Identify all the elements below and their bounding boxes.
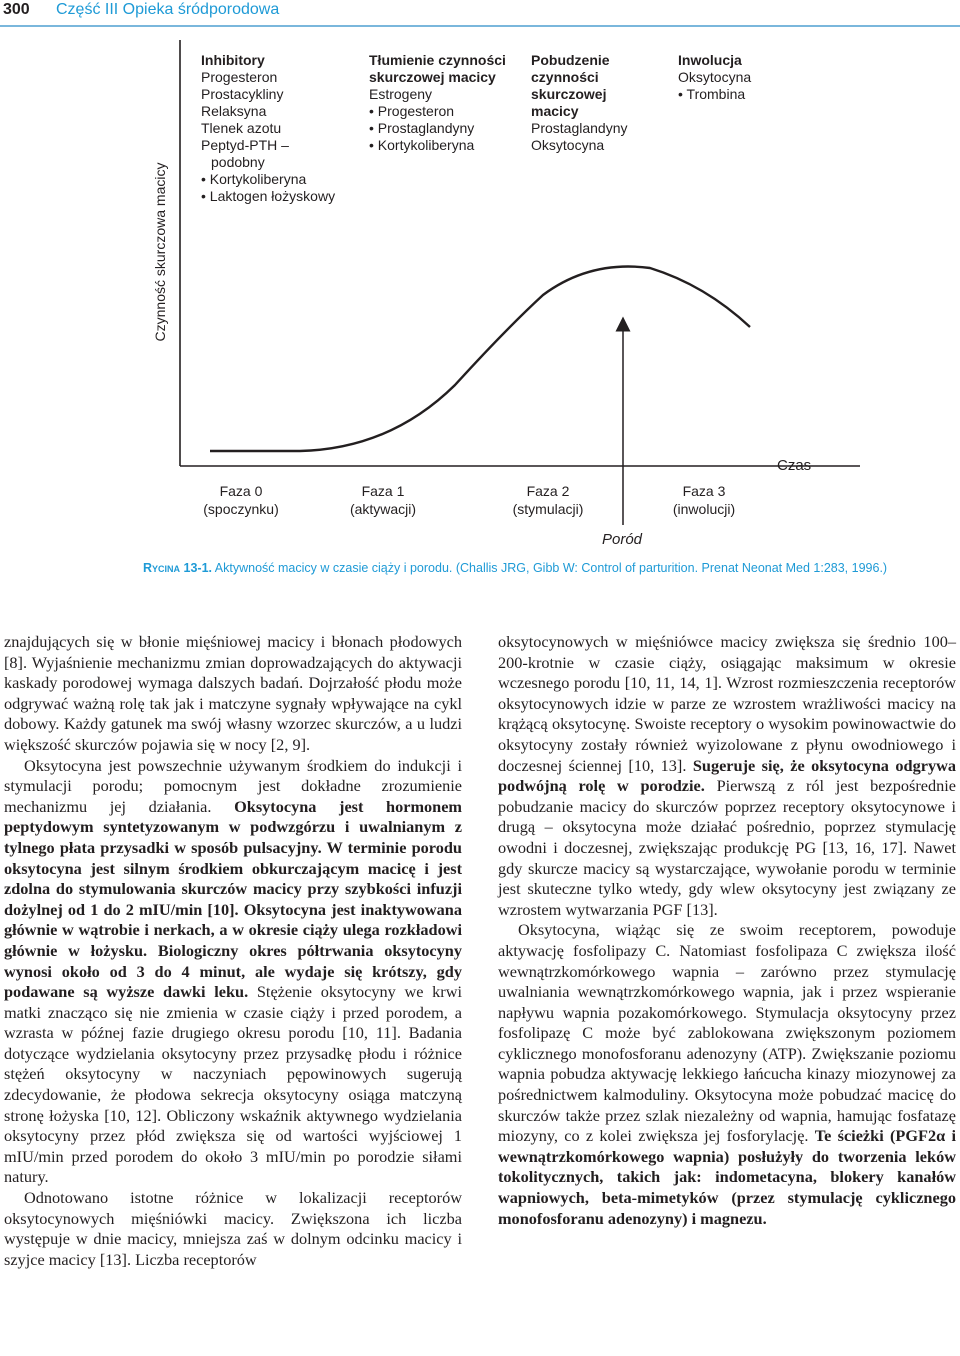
figure xyxy=(0,0,960,575)
phase-0 xyxy=(176,482,306,518)
paragraph: Oksytocyna, wiążąc się ze swoim receptorem, powoduje aktywację fosfolipazy C. Natomiast fosfolipaza C zwiększa ilość wewnątrzkomórkowego wapnia – zarówno przez stymulację uwalniania wewnątrzkomórkowego wapnia, jak i przez wspieranie napływu wapnia pozakomórkowego. Stymulacja oksytocyny przez fosfolipazę C może być zablokowana zwiększonym poziomem cyklicznego monofosforanu adenozyny (ATP). Zwiększanie poziomu wapnia pobudza aktywację lekkiego łańcucha kinazy miozynowej za pośrednictwem kalmoduliny. Oksytocyna może pobudzać macicę do skurczów także przez szlak niezależny od wapnia, hamując fosfatazę miozyny, co z kolei zwiększa jej fosforylację. Te ścieżki (PGF2α i wewnątrzkomórkowego wapnia) posłużyły do tworzenia leków tokolitycznych, takich jak: indometacyna, blokery kanałów wapniowych, beta-mimetyków (przez stymulację cyklicznego monofosforanu adenozyny) i magnezu. xyxy=(498,920,956,1228)
group-line: • Kortykoliberyna xyxy=(369,137,475,153)
group-title: Tłumienie czynności skurczowej macicy xyxy=(369,52,506,85)
right-column xyxy=(498,632,956,1229)
phase-desc: (aktywacji) xyxy=(349,501,417,517)
figure-caption xyxy=(143,561,887,575)
phase-2 xyxy=(483,482,613,518)
x-axis-label: Czas xyxy=(777,457,812,474)
activity-curve xyxy=(210,267,750,451)
group-line: Tlenek azotu xyxy=(201,120,282,136)
group-line: Peptyd-PTH – xyxy=(201,137,289,153)
group-line: • Prostaglandyny xyxy=(369,120,475,136)
group-line: Prostacykliny xyxy=(201,86,284,102)
part-title: Część III Opieka śródporodowa xyxy=(56,1,280,18)
phase-3 xyxy=(639,482,769,518)
phase-name: Faza 1 xyxy=(361,483,405,499)
group-line: • Trombina xyxy=(678,86,746,102)
group-title: Pobudzenie czynności skurczowej macicy xyxy=(531,52,610,119)
phase-name: Faza 2 xyxy=(526,483,570,499)
group-line: Progesteron xyxy=(201,69,278,85)
group-line: Relaksyna xyxy=(201,103,267,119)
group-line: • Laktogen łożyskowy xyxy=(201,188,336,204)
group-title: Inhibitory xyxy=(201,52,265,68)
group-involution xyxy=(678,52,751,103)
paragraph: znajdujących się w błonie mięśniowej macicy i błonach płodowych [8]. Wyjaśnienie mechanizmu zmian doprowadzających do aktywacji kaskady porodowej wymaga dalszych badań. Dojrzałość płodu może odgrywać ważną rolę tak jak i matczyne sygnały wpływające na cykl dobowy. Każdy gatunek ma swój własny wzorzec skurczów, a u ludzi większość skurczów pojawia się w nocy [2, 9]. xyxy=(4,632,462,754)
caption-text: Aktywność macicy w czasie ciąży i porodu. (Challis JRG, Gibb W: Control of parturition. Prenat Neonat Med 1:283, 1996.) xyxy=(214,561,888,575)
phase-name: Faza 3 xyxy=(682,483,726,499)
group-inhibitory xyxy=(201,52,335,205)
phase-1 xyxy=(318,482,448,518)
y-axis-label: Czynność skurczowa macicy xyxy=(152,162,168,342)
group-suppression xyxy=(369,52,529,154)
paragraph: Oksytocyna jest powszechnie używanym środkiem do indukcji i stymulacji porodu; pomocnym jest dokładne zrozumienie mechanizmu jej działania. Oksytocyna jest hormonem peptydowym syntetyzowanym w podwzgórzu i uwalnianym z tylnego płata przysadki w sposób pulsacyjny. W terminie porodu oksytocyna jest silnym środkiem obkurczającym macicę i jest zdolna do stymulowania skurczów macicy przy szybkości infuzji dożylnej od 1 do 2 mIU/min [10]. Oksytocyna jest inaktywowana głównie w wątrobie i nerkach, a w okresie ciąży ulega rozkładowi głównie w łożysku. Biologiczny okres półtrwania oksytocyny wynosi około od 3 do 4 minut, ale wydaje się krótszy, gdy podawane są wyższe dawki leku. Stężenie oksytocyny we krwi matki znacząco się nie zmienia w czasie ciąży i przed porodem, a wzrasta w późnej fazie drugiego okresu porodu [10, 11]. Badania dotyczące wydzielania oksytocyny przez przysadkę płodu i różnice stężeń oksytocyny w naczyniach pępowinowych sugerują zdecydowanie, że płodowa sekrecja oksytocyny osiąga matczyną stronę łożyska [10, 12]. Obliczony wskaźnik aktywnego wydzielania oksytocyny przez płód zwiększa się od wartości wyjściowej 1 mIU/min przed porodem do około 3 mIU/min po porodzie siłami natury. xyxy=(4,755,462,1187)
group-title: Inwolucja xyxy=(678,52,742,68)
birth-label: Poród xyxy=(602,531,643,548)
phase-desc: (inwolucji) xyxy=(672,501,736,517)
group-line: Oksytocyna xyxy=(678,69,752,85)
group-line: podobny xyxy=(211,154,265,170)
paragraph: oksytocynowych w mięśniówce macicy zwiększa się średnio 100–200-krotnie w czasie ciąży, osiągając maksimum w okresie wczesnego porodu [10, 11, 14, 1]. Wzrost rozmieszczenia receptorów oksytocynowych idzie w parze ze wzrostem wrażliwości macicy na krążącą oksytocynę. Swoiste receptory o wysokim powinowactwie do oksytocyny zostały również wyizolowane z płynu owodniowego i doczesnej ściennej [10, 13]. Sugeruje się, że oksytocyna odgrywa podwójną rolę w porodzie. Pierwszą z ról jest bezpośrednie pobudzanie macicy do skurczów poprzez receptory oksytocynowe i drugą – oksytocyna może działać pośrednio, poprzez stymulację owodni i doczesnej, zwiększając produkcję PG [13, 16, 17]. Nawet gdy skurcze macicy są wystarczające, wywołanie porodu w terminie jest skuteczne tylko wtedy, gdy wlew oksytocyny jest związany ze wzrostem wytwarzania PGF [13]. xyxy=(498,632,956,919)
group-line: Prostaglandyny xyxy=(531,120,628,136)
paragraph: Odnotowano istotne różnice w lokalizacji receptorów oksytocynowych mięśniówki macicy. Zwiększona ich liczba występuje w dnie macicy, mniejsza zaś w dolnym odcinku macicy i szyjce macicy [13]. Liczba receptorów xyxy=(4,1188,462,1269)
phase-desc: (stymulacji) xyxy=(512,501,584,517)
group-line: Oksytocyna xyxy=(531,137,605,153)
page-number: 300 xyxy=(3,1,30,18)
group-stimulation xyxy=(531,52,631,154)
phase-desc: (spoczynku) xyxy=(203,501,279,517)
left-column xyxy=(4,632,462,1270)
group-line: • Kortykoliberyna xyxy=(201,171,307,187)
group-line: Estrogeny xyxy=(369,86,433,102)
group-line: • Progesteron xyxy=(369,103,455,119)
phase-name: Faza 0 xyxy=(219,483,263,499)
caption-label: Rycina 13-1. xyxy=(143,561,212,575)
